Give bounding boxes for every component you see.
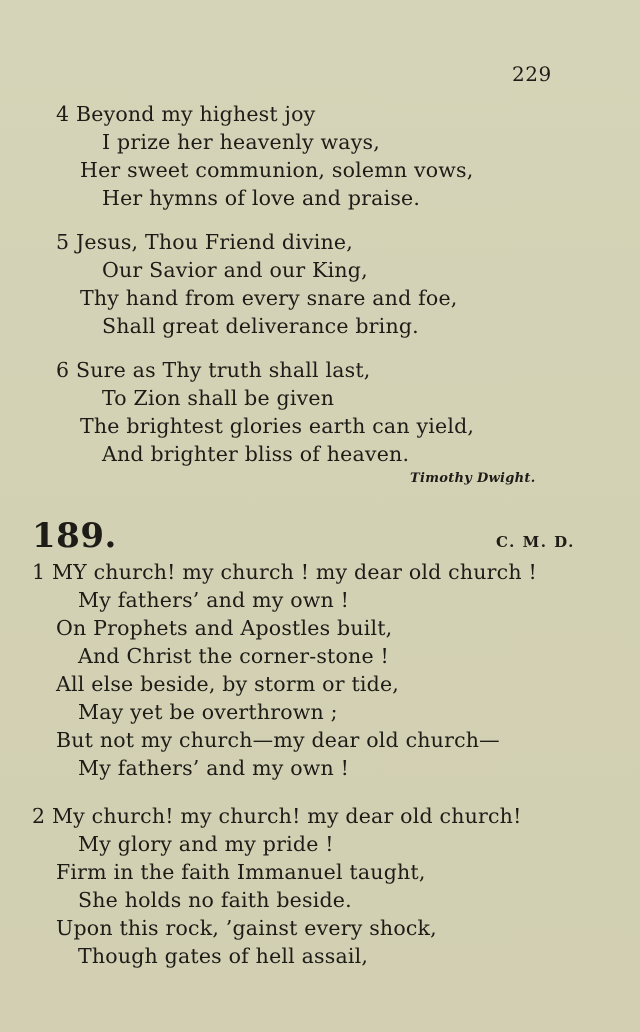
stanza-line: My fathers’ and my own ! (78, 756, 350, 780)
stanza-line: To Zion shall be given (102, 386, 335, 410)
stanza-line (32, 802, 522, 830)
stanza-line: All else beside, by storm or tide, (56, 672, 400, 696)
stanza-line: May yet be overthrown ; (78, 700, 338, 724)
stanza-line: She holds no faith beside. (78, 888, 352, 912)
author-attribution: Timothy Dwight. (410, 471, 536, 486)
stanza-number: 2 (32, 804, 46, 828)
stanza-line: The brightest glories earth can yield, (80, 414, 475, 438)
stanza-line-text: Sure as Thy truth shall last, (75, 358, 371, 382)
stanza-line: Thy hand from every snare and foe, (80, 286, 458, 310)
stanza-line: My glory and my pride ! (78, 832, 334, 856)
stanza-line: On Prophets and Apostles built, (56, 616, 393, 640)
stanza-line: Though gates of hell assail, (78, 944, 369, 968)
stanza-line (32, 558, 537, 586)
hymn-number: 189. (32, 516, 117, 556)
stanza-line: Our Savior and our King, (102, 258, 368, 282)
stanza-line: I prize her heavenly ways, (102, 130, 380, 154)
stanza-line: And Christ the corner-stone ! (78, 644, 389, 668)
stanza-line: Shall great deliverance bring. (102, 314, 419, 338)
stanza-line-text: MY church! my church ! my dear old church ! (51, 560, 537, 584)
stanza-line: Firm in the faith Immanuel taught, (56, 860, 426, 884)
page-number: 229 (512, 62, 552, 86)
stanza-number: 5 (56, 230, 70, 254)
stanza-line-text: My church! my church! my dear old church! (51, 804, 522, 828)
stanza-line: Her hymns of love and praise. (102, 186, 421, 210)
stanza-line: Upon this rock, ’gainst every shock, (56, 916, 437, 940)
stanza-number: 4 (56, 102, 70, 126)
stanza-line-text: Beyond my highest joy (75, 102, 316, 126)
stanza-line: But not my church—my dear old church— (56, 728, 500, 752)
hymn-meter: C. M. D. (496, 533, 575, 551)
stanza-line (56, 356, 371, 384)
stanza-number: 6 (56, 358, 70, 382)
stanza-number: 1 (32, 560, 46, 584)
stanza-line (56, 100, 315, 128)
stanza-line (56, 228, 353, 256)
stanza-line: And brighter bliss of heaven. (102, 442, 410, 466)
stanza-line: Her sweet communion, solemn vows, (80, 158, 474, 182)
stanza-line-text: Jesus, Thou Friend divine, (75, 230, 353, 254)
stanza-line: My fathers’ and my own ! (78, 588, 350, 612)
